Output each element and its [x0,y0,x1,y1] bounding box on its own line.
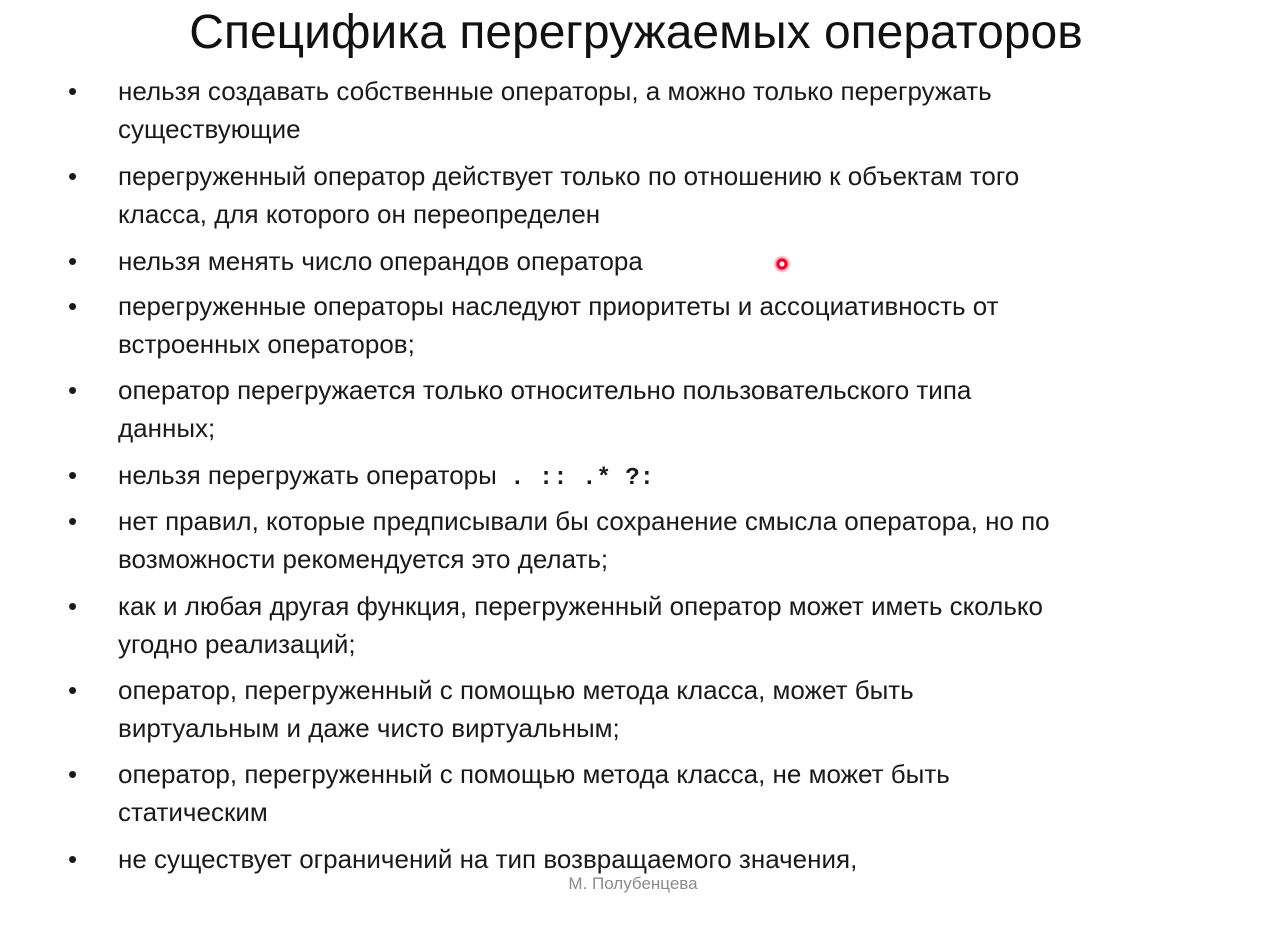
operator-code: . :: .* ?: [510,465,655,492]
list-item-line: перегруженный оператор действует только по отношению к объектам того [118,161,1020,191]
bullet-icon: • [68,375,78,405]
list-item-line: оператор, перегруженный с помощью метода класса, может быть [118,675,914,705]
list-item-text [118,72,1208,148]
list-item-text [118,671,1208,747]
list-item-label: нельзя перегружать операторы [118,460,497,490]
list-item-text [118,371,1208,447]
list-item-line: не существует ограничений на тип возвращаемого значения, [118,844,858,874]
bullet-icon: • [68,246,78,276]
list-item-line: нельзя создавать собственные операторы, а можно только перегружать [118,76,992,106]
bullet-icon: • [68,675,78,705]
bullet-icon: • [68,460,78,490]
list-item-text [118,502,1208,578]
list-item-line [118,456,1208,498]
bullet-icon: • [68,161,78,191]
list-item-line: встроенных операторов; [118,329,415,359]
bullet-icon: • [68,506,78,536]
bullet-icon: • [68,844,78,874]
list-item-line: как и любая другая функция, перегруженный оператор может иметь сколько [118,591,1044,621]
bullet-icon: • [68,591,78,621]
list-item-text [118,287,1208,363]
list-item-line: виртуальным и даже чисто виртуальным; [118,713,620,743]
list-item-text [118,456,1208,498]
list-item-line: угодно реализаций; [118,629,356,659]
laser-pointer-icon [773,255,791,273]
list-item-line: данных; [118,413,216,443]
list-item-text [118,755,1208,831]
list-item-text [118,587,1208,663]
list-item-line: оператор перегружается только относительно пользовательского типа [118,375,972,405]
list-item-line: нет правил, которые предписывали бы сохранение смысла оператора, но по [118,506,1050,536]
author-footer: М. Полубенцева [568,874,698,893]
list-item-line: класса, для которого он переопределен [118,199,601,229]
list-item-text [118,242,1208,280]
list-item-line: статическим [118,797,268,827]
bullet-icon: • [68,291,78,321]
bullet-icon: • [68,76,78,106]
list-item-line: перегруженные операторы наследуют приоритеты и ассоциативность от [118,291,999,321]
slide-title: Специфика перегружаемых операторов [189,6,1083,59]
list-item-text [118,157,1208,233]
list-item-line: нельзя менять число операндов оператора [118,246,643,276]
bullet-icon: • [68,759,78,789]
list-item-line: существующие [118,114,301,144]
list-item-line: оператор, перегруженный с помощью метода класса, не может быть [118,759,950,789]
list-item-line: возможности рекомендуется это делать; [118,544,609,574]
